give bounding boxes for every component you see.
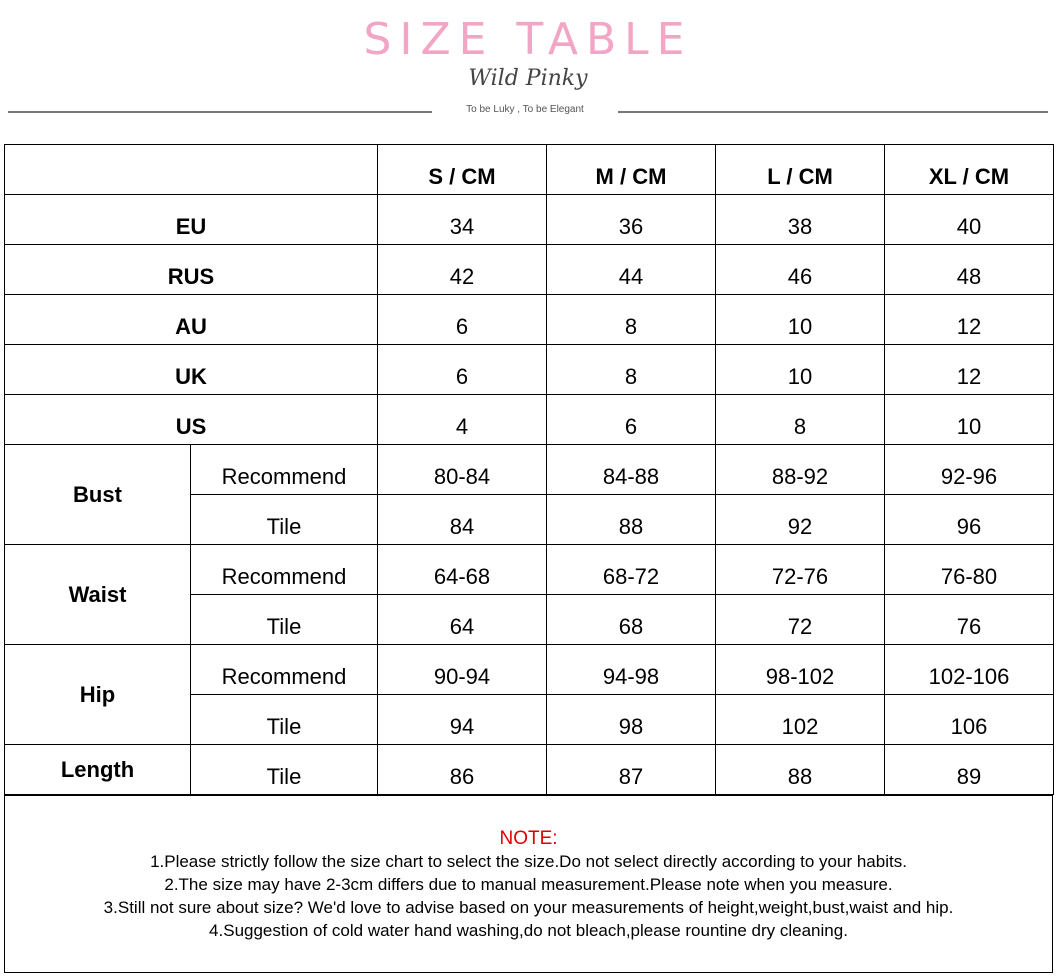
measure-value: 72 (716, 595, 885, 645)
measure-value: 98-102 (716, 645, 885, 695)
page-title: SIZE TABLE (363, 14, 693, 65)
column-header: S / CM (378, 145, 547, 195)
size-system-label: EU (5, 195, 378, 245)
measure-value: 102-106 (885, 645, 1054, 695)
note-line: 2.The size may have 2-3cm differs due to manual measurement.Please note when you measure. (164, 875, 893, 894)
table-row (5, 345, 1054, 395)
size-value: 10 (885, 395, 1054, 445)
note-line: 1.Please strictly follow the size chart to select the size.Do not select directly according to your habits. (150, 852, 907, 871)
measure-value: 68 (547, 595, 716, 645)
measure-value: 106 (885, 695, 1054, 745)
measure-value: 86 (378, 745, 547, 795)
note-title: NOTE: (499, 828, 558, 849)
measure-type: Tile (191, 745, 378, 795)
measure-value: 92-96 (885, 445, 1054, 495)
measure-value: 88 (547, 495, 716, 545)
size-table-body (5, 145, 1054, 795)
measure-type: Tile (191, 595, 378, 645)
measure-label: Bust (5, 445, 191, 545)
size-value: 46 (716, 245, 885, 295)
table-row (5, 195, 1054, 245)
measure-type: Recommend (191, 645, 378, 695)
measure-value: 76 (885, 595, 1054, 645)
measure-label: Hip (5, 645, 191, 745)
measure-value: 84-88 (547, 445, 716, 495)
measure-value: 64-68 (378, 545, 547, 595)
corner-cell (5, 145, 378, 195)
size-value: 38 (716, 195, 885, 245)
size-value: 34 (378, 195, 547, 245)
measure-value: 94-98 (547, 645, 716, 695)
size-value: 6 (378, 345, 547, 395)
measure-value: 88 (716, 745, 885, 795)
measure-value: 89 (885, 745, 1054, 795)
divider-left (8, 111, 432, 113)
measure-type: Recommend (191, 445, 378, 495)
header (0, 0, 1056, 140)
measure-value: 92 (716, 495, 885, 545)
table-row (5, 295, 1054, 345)
measure-value: 98 (547, 695, 716, 745)
size-value: 36 (547, 195, 716, 245)
size-system-label: US (5, 395, 378, 445)
brand-logo-text: Wild Pinky (468, 66, 588, 91)
column-header: M / CM (547, 145, 716, 195)
size-value: 10 (716, 345, 885, 395)
size-value: 42 (378, 245, 547, 295)
measure-type: Recommend (191, 545, 378, 595)
table-row (5, 545, 1054, 595)
measure-value: 64 (378, 595, 547, 645)
column-header: L / CM (716, 145, 885, 195)
measure-value: 76-80 (885, 545, 1054, 595)
measure-label: Length (5, 745, 191, 795)
measure-value: 102 (716, 695, 885, 745)
size-value: 6 (378, 295, 547, 345)
size-system-label: UK (5, 345, 378, 395)
table-row (5, 645, 1054, 695)
size-value: 48 (885, 245, 1054, 295)
note-line: 4.Suggestion of cold water hand washing,do not bleach,please rountine dry cleaning. (209, 921, 848, 940)
divider-right (618, 111, 1048, 113)
size-value: 12 (885, 345, 1054, 395)
table-row (5, 445, 1054, 495)
size-value: 12 (885, 295, 1054, 345)
size-value: 4 (378, 395, 547, 445)
measure-value: 72-76 (716, 545, 885, 595)
size-table (4, 144, 1054, 795)
size-value: 10 (716, 295, 885, 345)
slogan: To be Luky , To be Elegant (466, 104, 584, 115)
size-value: 44 (547, 245, 716, 295)
measure-type: Tile (191, 495, 378, 545)
size-system-label: RUS (5, 245, 378, 295)
table-row (5, 395, 1054, 445)
size-system-label: AU (5, 295, 378, 345)
note-box (4, 795, 1053, 973)
measure-value: 88-92 (716, 445, 885, 495)
measure-value: 90-94 (378, 645, 547, 695)
size-value: 8 (716, 395, 885, 445)
measure-type: Tile (191, 695, 378, 745)
note-line: 3.Still not sure about size? We'd love to advise based on your measurements of height,weight,bust,waist and hip. (103, 898, 954, 917)
measure-value: 94 (378, 695, 547, 745)
size-value: 8 (547, 345, 716, 395)
column-header: XL / CM (885, 145, 1054, 195)
table-row (5, 245, 1054, 295)
table-row (5, 745, 1054, 795)
note-lines (5, 850, 1052, 942)
measure-value: 68-72 (547, 545, 716, 595)
measure-label: Waist (5, 545, 191, 645)
table-row (5, 145, 1054, 195)
size-value: 40 (885, 195, 1054, 245)
size-value: 6 (547, 395, 716, 445)
size-value: 8 (547, 295, 716, 345)
measure-value: 84 (378, 495, 547, 545)
measure-value: 96 (885, 495, 1054, 545)
measure-value: 80-84 (378, 445, 547, 495)
measure-value: 87 (547, 745, 716, 795)
